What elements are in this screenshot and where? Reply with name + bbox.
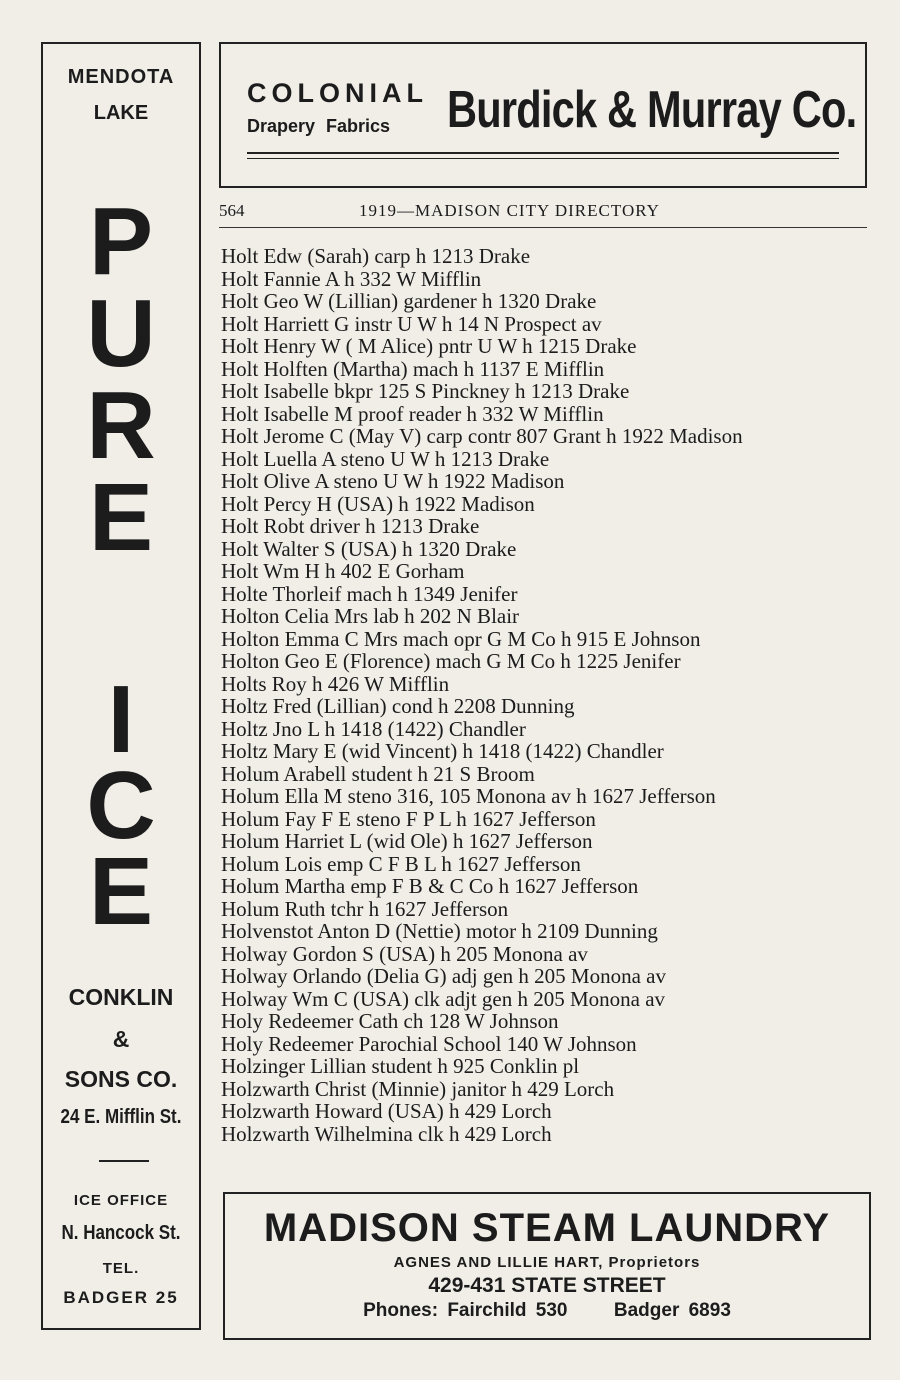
directory-entry: Holtz Fred (Lillian) cond h 2208 Dunning xyxy=(221,694,575,718)
directory-entry: Holte Thorleif mach h 1349 Jenifer xyxy=(221,581,518,606)
bottom-advertisement xyxy=(223,1192,871,1340)
directory-entry: Holt Isabelle M proof reader h 332 W Mifflin xyxy=(221,401,604,426)
laundry-street: 429-431 STATE STREET xyxy=(428,1274,666,1297)
side-ad-ice-office: ICE OFFICE xyxy=(73,1192,169,1209)
directory-title: 1919—MADISON CITY DIRECTORY xyxy=(359,201,660,220)
pure-letter-r: R xyxy=(86,372,156,479)
directory-entry: Holum Martha emp F B & C Co h 1627 Jefferson xyxy=(221,874,639,898)
side-ad-tel-label: TEL. xyxy=(102,1260,140,1277)
pure-letter-u: U xyxy=(86,280,156,387)
top-advertisement xyxy=(219,42,867,188)
directory-entry: Holt Luella A steno U W h 1213 Drake xyxy=(221,446,550,471)
directory-entry: Holt Harriett G instr U W h 14 N Prospect av xyxy=(221,311,602,336)
side-ad-lake: LAKE xyxy=(93,102,149,124)
running-head-rule xyxy=(219,227,867,228)
page-number: 564 xyxy=(219,201,245,220)
directory-entry: Holum Harriet L (wid Ole) h 1627 Jefferson xyxy=(221,829,593,853)
side-ad-address: 24 E. Mifflin St. xyxy=(60,1106,182,1128)
directory-entry: Holy Redeemer Cath ch 128 W Johnson xyxy=(221,1009,559,1033)
top-ad-colonial: COLONIAL xyxy=(247,78,428,108)
directory-entry: Holum Lois emp C F B L h 1627 Jefferson xyxy=(221,851,581,876)
directory-entry: Holzinger Lillian student h 925 Conklin pl xyxy=(221,1054,580,1078)
directory-entry: Holt Walter S (USA) h 1320 Drake xyxy=(221,536,517,561)
laundry-phones: Phones: Fairchild 530 Badger 6893 xyxy=(363,1300,731,1321)
directory-entry: Holzwarth Wilhelmina clk h 429 Lorch xyxy=(221,1121,552,1146)
directory-entry: Holway Orlando (Delia G) adj gen h 205 Monona av xyxy=(221,964,666,988)
directory-entry: Holway Wm C (USA) clk adjt gen h 205 Monona av xyxy=(221,986,666,1011)
directory-entry: Holt Holften (Martha) mach h 1137 E Mifflin xyxy=(221,356,605,381)
directory-entry: Holton Celia Mrs lab h 202 N Blair xyxy=(221,604,520,628)
directory-entry: Holum Ella M steno 316, 105 Monona av h 1627 Jefferson xyxy=(221,784,716,808)
directory-entry: Holt Edw (Sarah) carp h 1213 Drake xyxy=(221,244,531,268)
directory-entry: Holt Olive A steno U W h 1922 Madison xyxy=(221,469,565,493)
pure-letter-p: P xyxy=(88,188,154,295)
directory-entry: Holum Ruth tchr h 1627 Jefferson xyxy=(221,896,509,921)
ice-letter-e: E xyxy=(88,838,154,945)
directory-entry: Holt Fannie A h 332 W Mifflin xyxy=(221,266,482,291)
directory-entry: Holton Geo E (Florence) mach G M Co h 1225 Jenifer xyxy=(221,649,681,673)
side-ad-divider xyxy=(99,1160,149,1162)
top-ad-company-name: Burdick & Murray Co. xyxy=(447,81,857,139)
directory-entry: Holt Geo W (Lillian) gardener h 1320 Drake xyxy=(221,289,597,313)
directory-entry: Holts Roy h 426 W Mifflin xyxy=(221,671,450,696)
directory-entry: Holvenstot Anton D (Nettie) motor h 2109 Dunning xyxy=(221,919,658,943)
top-ad-drapery-fabrics: Drapery Fabrics xyxy=(247,116,391,136)
pure-letter-e: E xyxy=(88,464,154,571)
directory-entry: Holway Gordon S (USA) h 205 Monona av xyxy=(221,941,588,966)
directory-entry: Holy Redeemer Parochial School 140 W Johnson xyxy=(221,1031,637,1056)
directory-entry: Holt Jerome C (May V) carp contr 807 Grant h 1922 Madison xyxy=(221,424,743,448)
directory-entry: Holzwarth Howard (USA) h 429 Lorch xyxy=(221,1099,552,1123)
side-advertisement xyxy=(41,42,201,1330)
directory-entry: Holt Percy H (USA) h 1922 Madison xyxy=(221,491,535,516)
side-ad-office-street: N. Hancock St. xyxy=(61,1222,181,1244)
directory-entry: Holtz Mary E (wid Vincent) h 1418 (1422) Chandler xyxy=(221,739,664,763)
side-ad-conklin: CONKLIN xyxy=(68,984,174,1010)
directory-entry: Holton Emma C Mrs mach opr G M Co h 915 E Johnson xyxy=(221,626,701,651)
top-ad-rule-thick xyxy=(247,152,839,154)
side-ad-sons-co: SONS CO. xyxy=(64,1066,178,1092)
directory-entry: Holum Arabell student h 21 S Broom xyxy=(221,761,535,786)
directory-entry: Holt Wm H h 402 E Gorham xyxy=(221,559,465,583)
top-ad-rule-thin xyxy=(247,158,839,159)
directory-entry: Holum Fay F E steno F P L h 1627 Jefferson xyxy=(221,806,596,831)
directory-entry: Holt Robt driver h 1213 Drake xyxy=(221,514,480,538)
directory-entries xyxy=(221,245,873,1145)
side-ad-mendota: MENDOTA xyxy=(67,66,175,88)
directory-entry: Holt Isabelle bkpr 125 S Pinckney h 1213 Drake xyxy=(221,379,630,403)
directory-entry: Holtz Jno L h 1418 (1422) Chandler xyxy=(221,716,526,741)
ice-letter-c: C xyxy=(86,752,156,859)
directory-entry: Holzwarth Christ (Minnie) janitor h 429 Lorch xyxy=(221,1076,615,1101)
laundry-name: MADISON STEAM LAUNDRY xyxy=(263,1206,831,1250)
side-ad-tel-number: BADGER 25 xyxy=(63,1288,179,1307)
directory-entry: Holt Henry W ( M Alice) pntr U W h 1215 Drake xyxy=(221,334,637,358)
side-ad-ampersand: & xyxy=(112,1026,130,1052)
ice-letter-i: I xyxy=(107,666,135,773)
laundry-proprietors: AGNES AND LILLIE HART, Proprietors xyxy=(393,1254,701,1271)
